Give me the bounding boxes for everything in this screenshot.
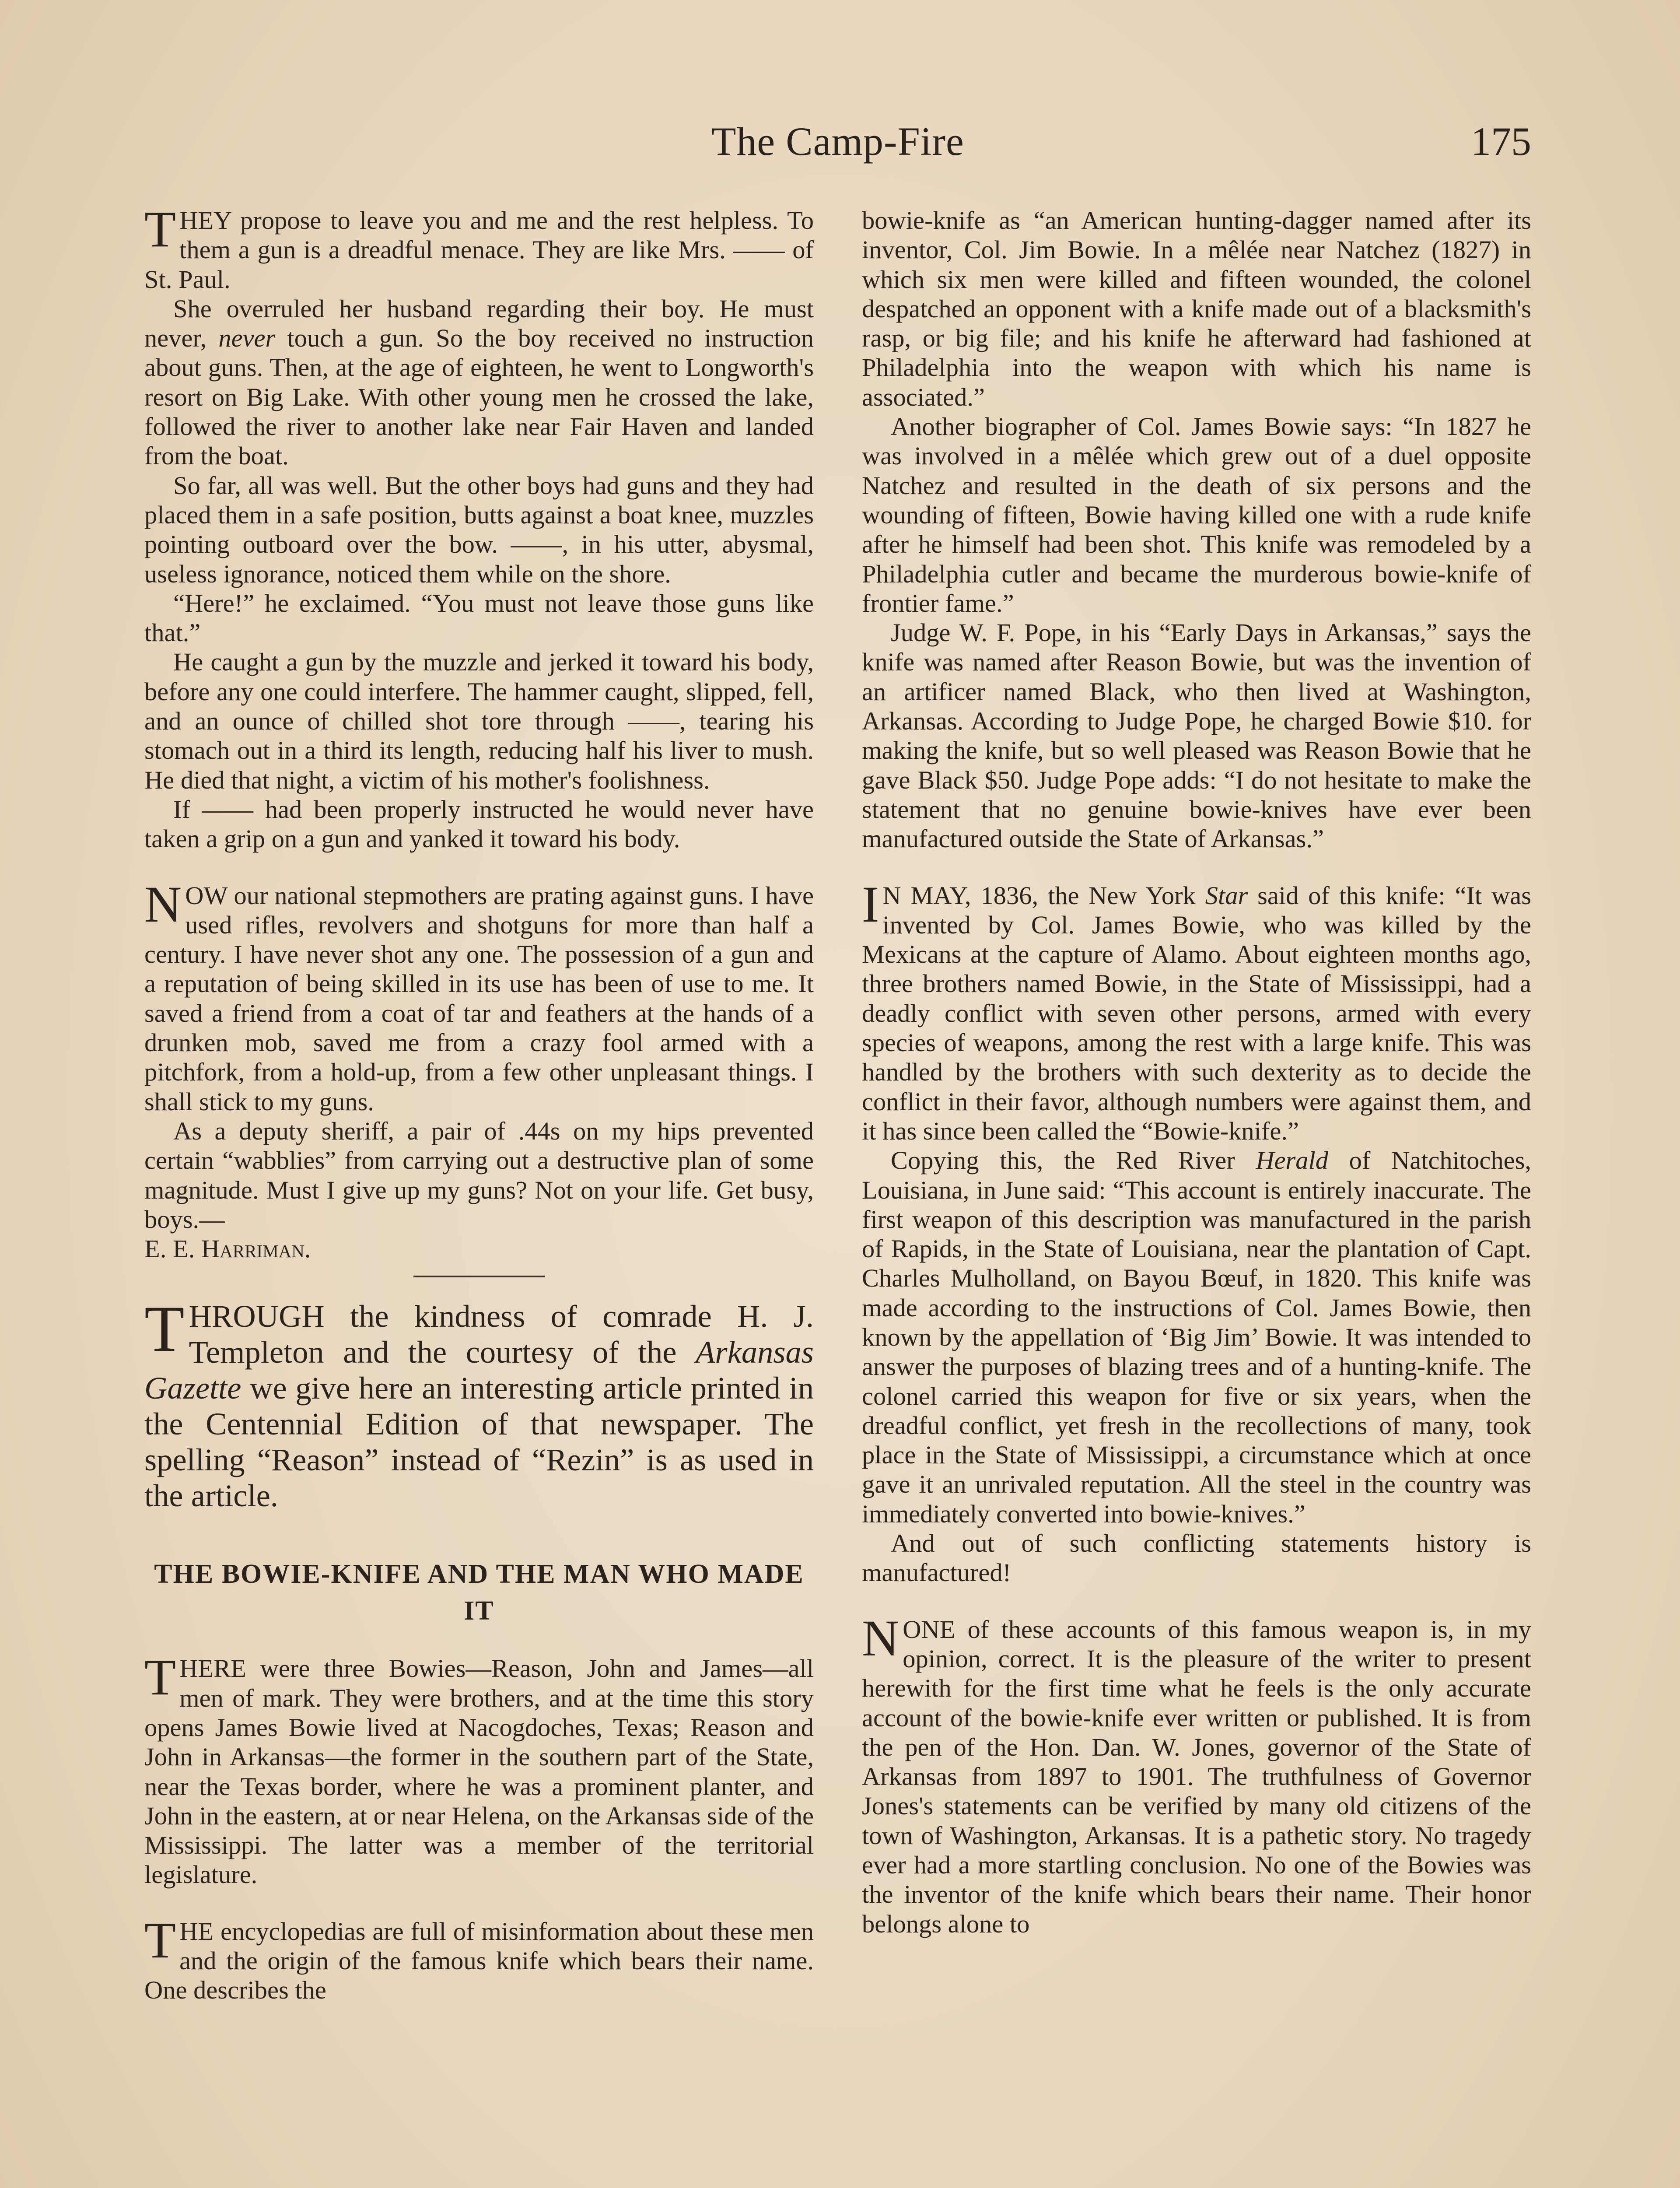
drop-cap: T xyxy=(144,1648,176,1706)
paragraph xyxy=(144,1648,814,1889)
page-header xyxy=(144,118,1531,171)
paragraph xyxy=(862,1609,1531,1939)
paragraph-text: HROUGH the kindness of comrade H. J. Templeton and the courtesy of the xyxy=(189,1298,814,1370)
paragraph: As a deputy sheriff, a pair of .44s on my hips prevented certain “wabblies” from carrying out a destructive plan of some magnitude. Must I give up my guns? Not on your life. Get busy, boys.— xyxy=(144,1116,814,1234)
paragraph-text: OW our national stepmothers are prating against guns. I have used rifles, revolvers and shotguns for more than half a century. I have never shot any one. The possession of a gun and a reputation of being skilled in its use has been of use to me. It saved a friend from a coat of tar and feathers at the hands of a drunken mob, saved me from a crazy fool armed with a pitchfork, from a hold-up, from a few other unpleasant things. I shall stick to my guns. xyxy=(144,881,814,1116)
paragraph-text: HEY propose to leave you and me and the rest helpless. To them a gun is a dreadful menace. They are like Mrs. —— of St. Paul. xyxy=(144,206,814,294)
paragraph: “Here!” he exclaimed. “You must not leave those guns like that.” xyxy=(144,589,814,647)
paragraph-text: HERE were three Bowies—Reason, John and James—all men of mark. They were brothers, and at the time this story opens James Bowie lived at Nacogdoches, Texas; Reason and John in Arkansas—the former in the southern part of the State, near the Texas border, where he was a prominent planter, and John in the eastern, at or near Helena, on the Arkansas side of the Mississippi. The latter was a member of the territorial legislature. xyxy=(144,1654,814,1889)
drop-cap: N xyxy=(144,875,182,933)
paragraph: Judge W. F. Pope, in his “Early Days in Arkansas,” says the knife was named after Reason Bowie, but was the invention of an artificer named Black, who then lived at Washington, Arkansas. According to Judge Pope, he charged Bowie $10. for making the knife, but so well pleased was Reason Bowie that he gave Black $50. Judge Pope adds: “I do not hesitate to make the statement that no genuine bowie-knives have ever been manufactured outside the State of Arkansas.” xyxy=(862,618,1531,853)
paragraph xyxy=(144,200,814,294)
paragraph: bowie-knife as “an American hunting-dagger named after its inventor, Col. Jim Bowie. In a mêlée near Natchez (1827) in which six men were killed and fifteen wounded, the colonel despatched an opponent with a knife made out of a blacksmith's rasp, or big file; and his knife he afterward had fashioned at Philadelphia into the weapon with which his name is associated.” xyxy=(862,206,1531,411)
paragraph-text: said of this knife: “It was invented by Col. James Bowie, who was killed by the Mexicans at the capture of Alamo. About eighteen months ago, three brothers named Bowie, in the State of Mississippi, had a deadly conflict with seven other persons, armed with every species of weapons, among the rest with a large knife. This was handled by the brothers with such dexterity as to decide the conflict in their favor, although numbers were against them, and it has since been called the “Bowie-knife.” xyxy=(862,881,1531,1145)
paragraph-text: She overruled her husband regarding their boy. He must never, xyxy=(144,294,814,353)
paragraph: And out of such conflicting statements history is manufactured! xyxy=(862,1529,1531,1587)
running-head: The Camp-Fire xyxy=(711,119,964,164)
page-number: 175 xyxy=(1471,119,1531,164)
section-divider xyxy=(413,1276,545,1277)
drop-cap: T xyxy=(144,200,176,258)
paragraph xyxy=(144,294,814,471)
drop-cap: T xyxy=(144,1911,176,1969)
emphasis-text: Star xyxy=(1205,881,1248,910)
emphasis-text: Herald xyxy=(1256,1146,1329,1175)
paragraph-text: Copying this, the Red River xyxy=(891,1146,1256,1175)
left-column xyxy=(144,200,814,2005)
section-title: THE BOWIE-KNIFE AND THE MAN WHO MADE IT xyxy=(154,1559,804,1626)
right-column xyxy=(862,206,1531,1939)
paragraph: Another biographer of Col. James Bowie says: “In 1827 he was involved in a mêlée which grew out of a duel opposite Natchez and resulted in the death of six persons and the wounding of fifteen, Bowie having killed one with a rude knife after he himself had been shot. This knife was remodeled by a Philadelphia cutler and became the murderous bowie-knife of frontier fame.” xyxy=(862,412,1531,617)
paragraph: If —— had been properly instructed he would never have taken a grip on a gun and yanked it toward his body. xyxy=(144,795,814,853)
signature: E. E. Harriman. xyxy=(144,1234,311,1263)
paragraph-text: touch a gun. So the boy received no instruction about guns. Then, at the age of eighteen, he went to Longworth's resort on Big Lake. With other young men he crossed the lake, followed the river to another lake near Fair Haven and landed from the boat. xyxy=(144,324,814,470)
paragraph: He caught a gun by the muzzle and jerked it toward his body, before any one could interfere. The hammer caught, slipped, fell, and an ounce of chilled shot tore through ——, tearing his stomach out in a third its length, reducing half his liver to mush. He died that night, a victim of his mother's foolishness. xyxy=(144,648,814,794)
editor-note xyxy=(144,1293,814,1514)
paragraph xyxy=(144,1911,814,2005)
drop-cap: T xyxy=(144,1293,185,1366)
paragraph-text: we give here an interesting article printed in the Centennial Edition of that newspaper. The spelling “Reason” instead of “Rezin” is as used in the article. xyxy=(144,1370,814,1514)
paragraph xyxy=(862,1146,1531,1529)
paragraph-text: N MAY, 1836, the New York xyxy=(882,881,1205,910)
paragraph-text: HE encyclopedias are full of misinformation about these men and the origin of the famous knife which bears their name. One describes the xyxy=(144,1917,814,2005)
paragraph xyxy=(862,875,1531,1146)
drop-cap: I xyxy=(862,875,879,933)
emphasis-text: Arkansas Gazette xyxy=(144,1334,814,1406)
emphasis-text: never xyxy=(218,324,276,353)
drop-cap: N xyxy=(862,1609,900,1667)
paragraph-text: of Natchitoches, Louisiana, in June said: “This account is entirely inaccurate. The first weapon of this description was manufactured in the parish of Rapids, in the State of Louisiana, near the plantation of Capt. Charles Mulholland, on Bayou Bœuf, in 1820. This knife was made according to the instructions of Col. James Bowie, then known by the appellation of ‘Big Jim’ Bowie. It was intended to answer the purposes of blazing trees and of a hunting-knife. The colonel carried this weapon for five or six years, when the dreadful conflict, yet fresh in the recollections of many, took place in the State of Mississippi, a circumstance which at once gave it an unrivaled reputation. All the steel in the country was immediately converted into bowie-knives.” xyxy=(862,1146,1531,1528)
paragraph xyxy=(144,875,814,1116)
paragraph: So far, all was well. But the other boys had guns and they had placed them in a safe position, butts against a boat knee, muzzles pointing outboard over the bow. ——, in his utter, abysmal, useless ignorance, noticed them while on the shore. xyxy=(144,471,814,588)
paragraph-text: ONE of these accounts of this famous weapon is, in my opinion, correct. It is the pleasure of the writer to present herewith for the first time what he feels is the only accurate account of the bowie-knife ever written or published. It is from the pen of the Hon. Dan. W. Jones, governor of the State of Arkansas from 1897 to 1901. The truthfulness of Governor Jones's statements can be verified by many old citizens of the town of Washington, Arkansas. It is a pathetic story. No tragedy ever had a more startling conclusion. No one of the Bowies was the inventor of the knife which bears their name. Their honor belongs alone to xyxy=(862,1615,1531,1938)
